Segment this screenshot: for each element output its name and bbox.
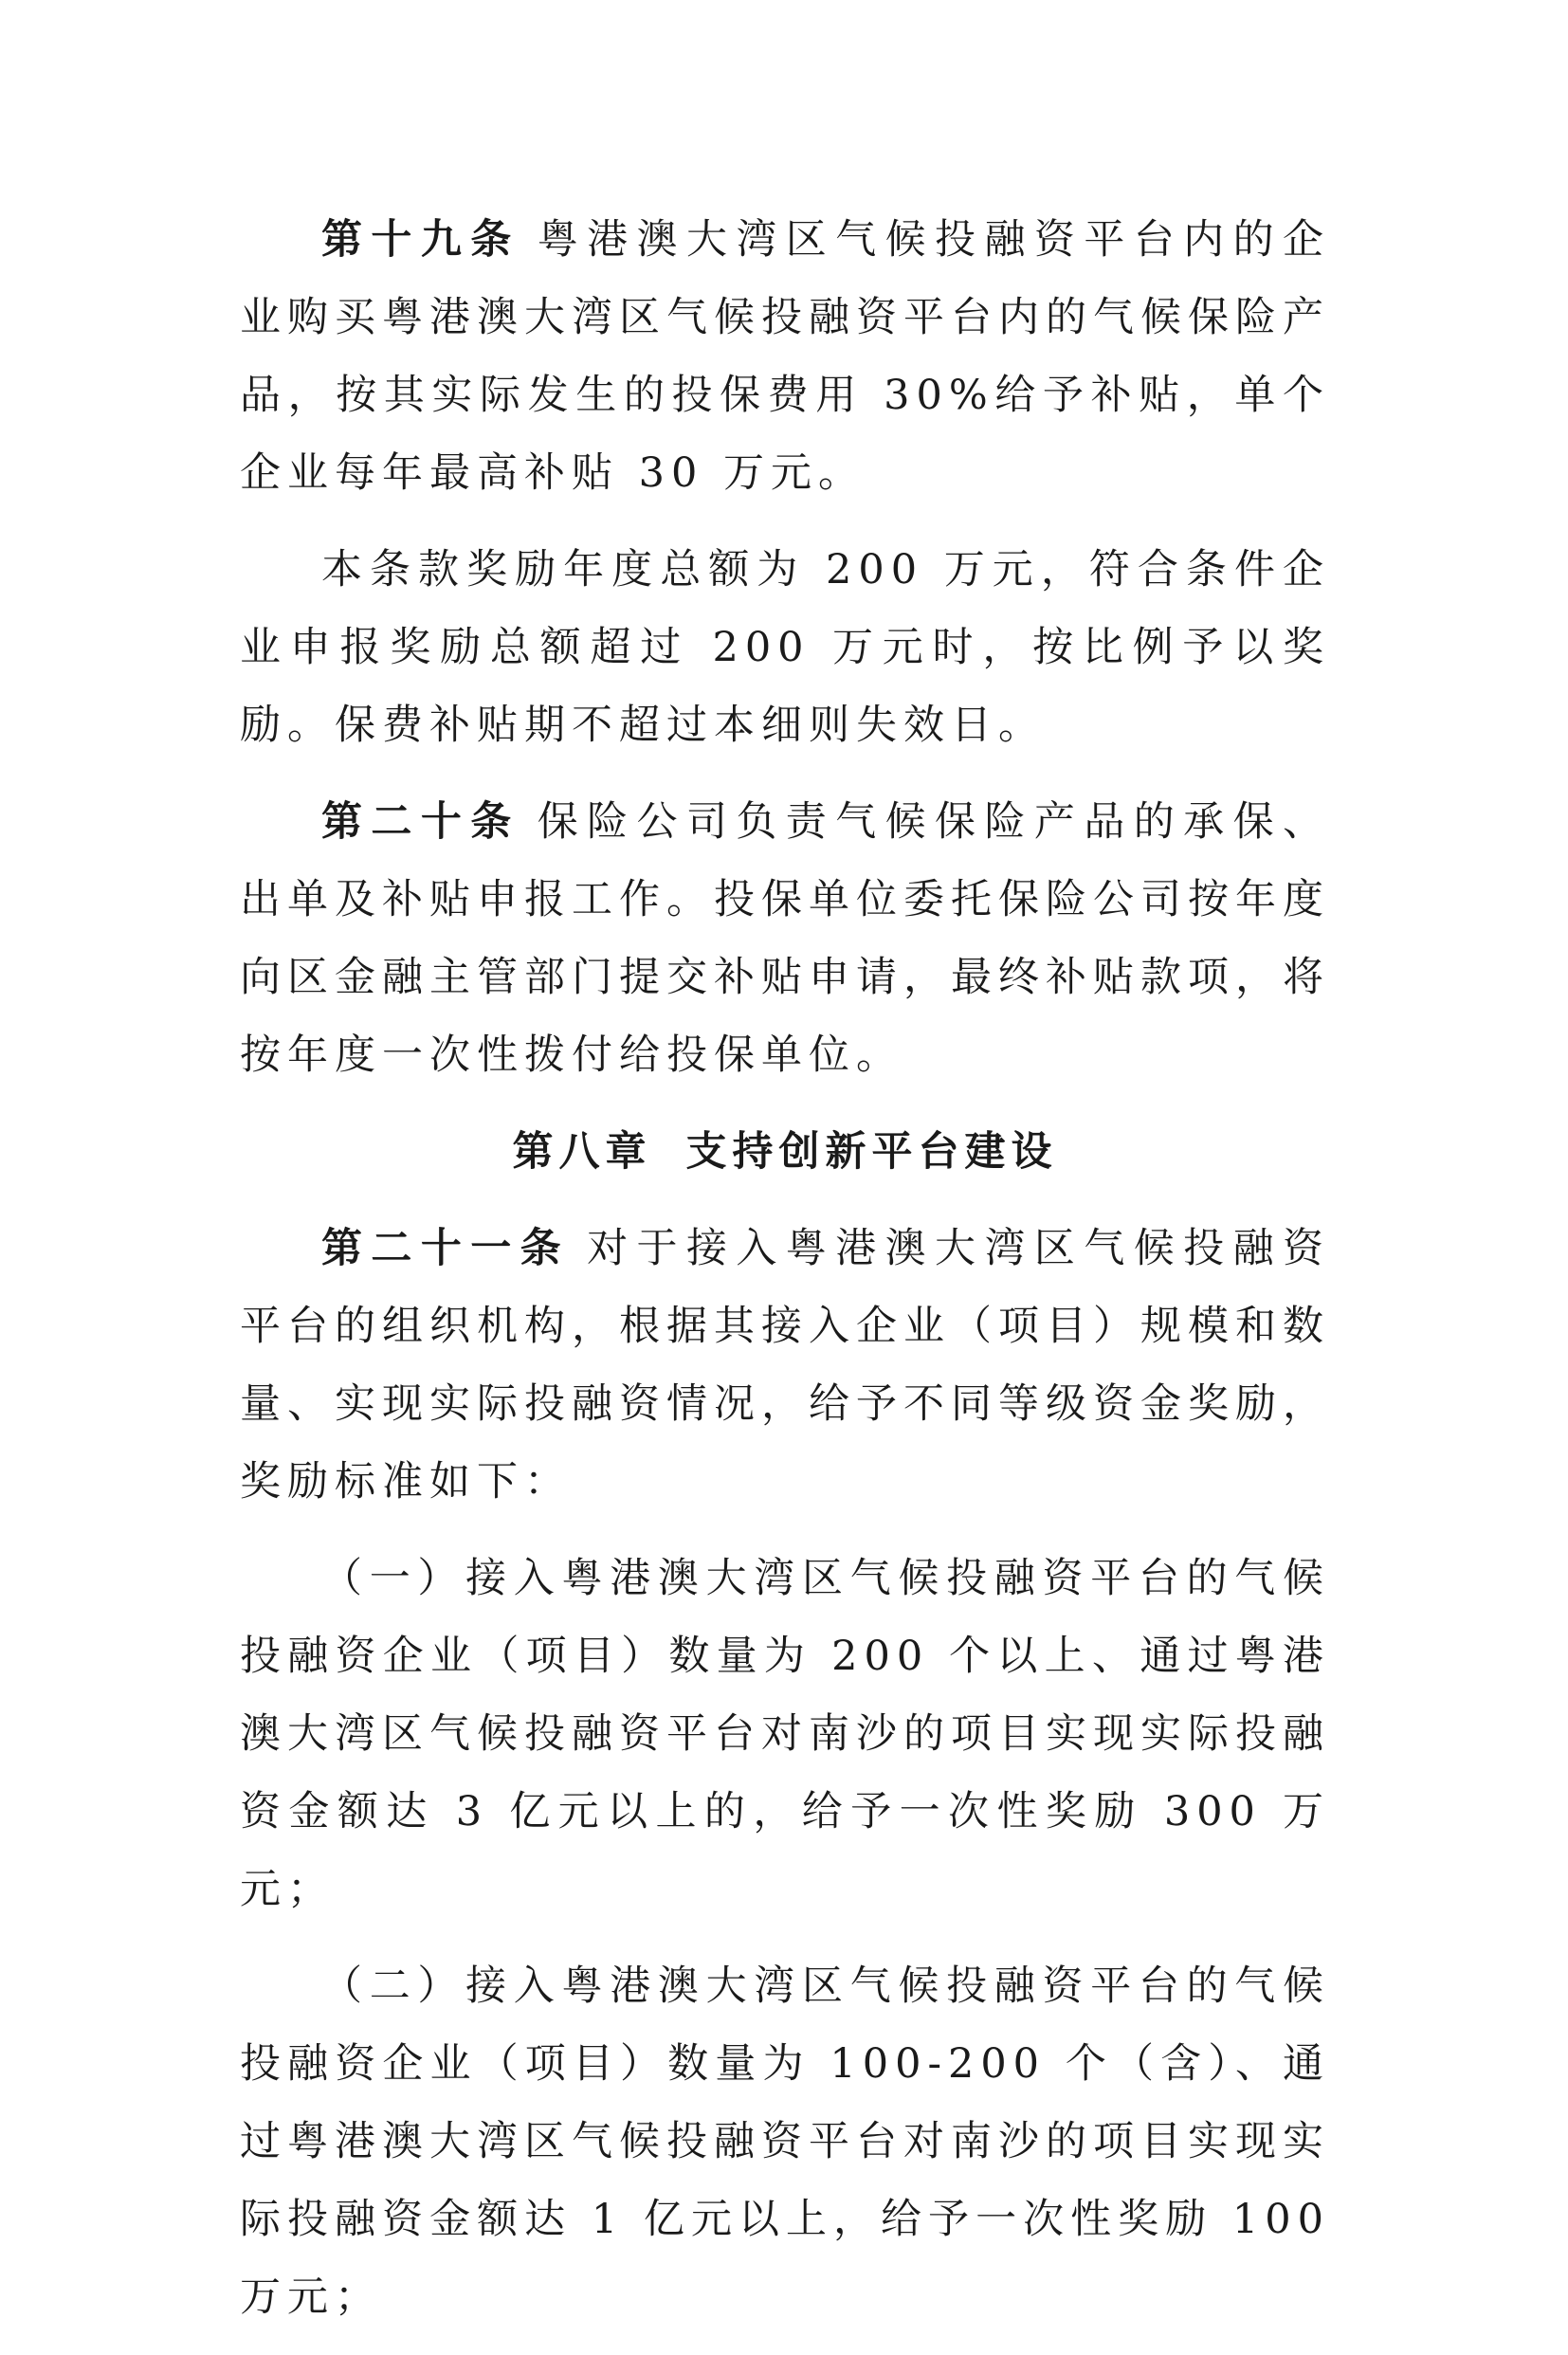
article-20-label: 第二十条 [321, 798, 520, 846]
article-21-text: 对于接入粤港澳大湾区气候投融资平台的组织机构，根据其接入企业（项目）规模和数量、实现实际投融资情况，给予不同等级资金奖励，奖励标准如下： [240, 1225, 1331, 1506]
article-19-second-text: 本条款奖励年度总额为 200 万元，符合条件企业申报奖励总额超过 200 万元时，按比例予以奖励。保费补贴期不超过本细则失效日。 [240, 546, 1330, 749]
item-1-text: （一）接入粤港澳大湾区气候投融资平台的气候投融资企业（项目）数量为 200 个以上、通过粤港澳大湾区气候投融资平台对南沙的项目实现实际投融资金额达 3 亿元以上的，给予一次性奖励 300 万元； [240, 1555, 1330, 1913]
chapter-8-heading [240, 1113, 1330, 1191]
article-19-second-paragraph [240, 531, 1330, 764]
article-21-item-1 [240, 1540, 1330, 1928]
article-19-paragraph [240, 201, 1330, 512]
document-body [240, 201, 1330, 2355]
item-2-text: （二）接入粤港澳大湾区气候投融资平台的气候投融资企业（项目）数量为 100-200 个（含）、通过粤港澳大湾区气候投融资平台对南沙的项目实现实际投融资金额达 1 亿元以上，给予一次性奖励 100 万元； [240, 1962, 1330, 2321]
article-20-text: 保险公司负责气候保险产品的承保、出单及补贴申报工作。投保单位委托保险公司按年度向区金融主管部门提交补贴申请，最终补贴款项，将按年度一次性拨付给投保单位。 [240, 798, 1331, 1079]
article-21-item-2 [240, 1947, 1330, 2336]
article-20-paragraph [240, 783, 1330, 1094]
article-21-paragraph [240, 1210, 1330, 1521]
chapter-8-title: 支持创新平台建设 [685, 1128, 1058, 1176]
article-21-label: 第二十一条 [321, 1225, 571, 1272]
article-19-label: 第十九条 [321, 216, 520, 264]
article-19-text: 粤港澳大湾区气候投融资平台内的企业购买粤港澳大湾区气候投融资平台内的气候保险产品，按其实际发生的投保费用 30%给予补贴，单个企业每年最高补贴 30 万元。 [240, 216, 1331, 497]
chapter-8-number: 第八章 [512, 1128, 652, 1176]
